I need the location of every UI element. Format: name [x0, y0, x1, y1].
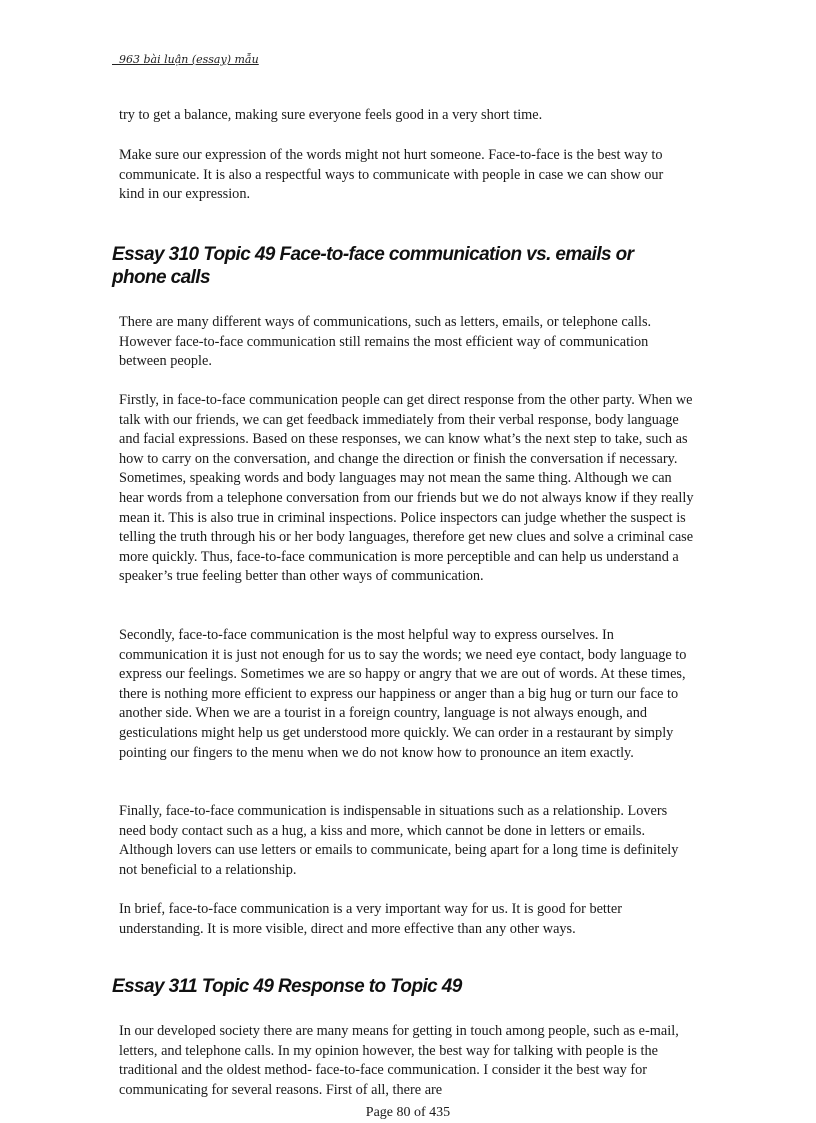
essay-310-heading: Essay 310 Topic 49 Face-to-face communication vs. emails or phone calls: [112, 244, 634, 288]
paragraph-closing: Make sure our expression of the words might not hurt someone. Face-to-face is the best way to communicate. It is also a respectful ways to communicate with people in case we can show our kind in our expression.: [119, 147, 664, 203]
running-header: 963 bài luận (essay) mẫu: [112, 53, 259, 66]
essay-311-intro: In our developed society there are many means for getting in touch among people, such as e-mail, letters, and telephone calls. In my opinion however, the best way for talking with people is the traditional and the oldest method- face-to-face communication. I consider it the best way for communicating for several reasons. First of all, there are: [119, 1023, 679, 1098]
essay-310-conclusion: In brief, face-to-face communication is a very important way for us. It is good for better understanding. It is more visible, direct and more effective than any other ways.: [119, 901, 622, 937]
essay-310-finally: Finally, face-to-face communication is indispensable in situations such as a relationship. Lovers need body contact such as a hug, a kiss and more, which cannot be done in letters or emails. Although lovers can use letters or emails to communicate, being apart for a long time is definitely not beneficial to a relationship.: [119, 803, 679, 878]
page-number: Page 80 of 435: [365, 1105, 451, 1120]
paragraph-continuation: try to get a balance, making sure everyone feels good in a very short time.: [119, 107, 543, 123]
essay-310-secondly: Secondly, face-to-face communication is the most helpful way to express ourselves. In communication it is just not enough for us to say the words; we need eye contact, body language to express our feelings. Sometimes we are so happy or angry that we are out of words. At these times, there is nothing more efficient to express our happiness or anger than a big hug or turn our face to another side. When we are a tourist in a foreign country, language is not always enough, and gesticulations might help us get understood more quickly. We can order in a restaurant by simply pointing our fingers to the menu when we do not know how to pronounce an item exactly.: [119, 627, 687, 761]
essay-311-heading: Essay 311 Topic 49 Response to Topic 49: [112, 976, 462, 997]
essay-310-intro: There are many different ways of communications, such as letters, emails, or telephone calls. However face-to-face communication still remains the most efficient way of communication between people.: [119, 314, 652, 370]
essay-310-firstly: Firstly, in face-to-face communication people can get direct response from the other party. When we talk with our friends, we can get feedback immediately from their verbal response, body language and facial expressions. Based on these responses, we can know what’s the next step to take, such as how to carry on the conversation, and change the direction or finish the conversation if necessary. Sometimes, speaking words and body languages may not mean the same thing. Although we can hear words from a telephone conversation from our friends but we do not always know if they really mean it. This is also true in criminal inspections. Police inspectors can judge whether the suspect is telling the truth through his or her body languages, therefore get new clues and solve a criminal case more quickly. Thus, face-to-face communication is more perceptible and can help us understand a speaker’s true feeling better than other ways of communication.: [119, 392, 694, 585]
